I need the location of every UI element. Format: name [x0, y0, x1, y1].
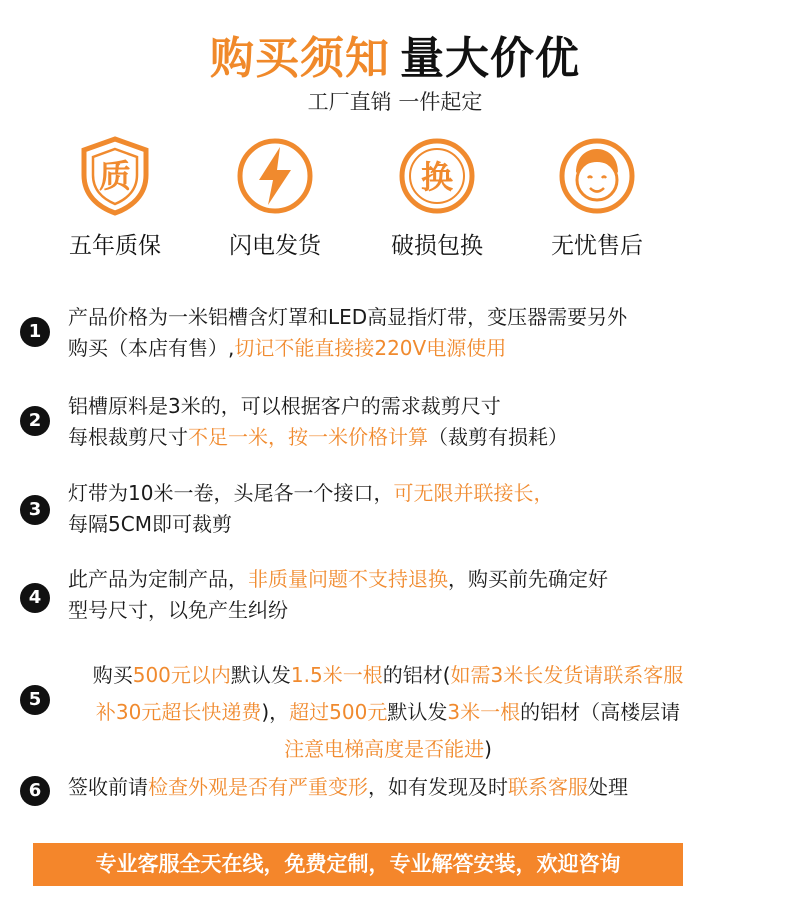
feature-quality: [40, 135, 190, 260]
feature-after-sales: [522, 135, 672, 260]
feature-exchange: [362, 135, 512, 260]
note-line: 购买（本店有售）,切记不能直接接220V电源使用: [68, 336, 507, 360]
feature-fast-shipping: [200, 135, 350, 260]
note-text: [68, 564, 608, 626]
note-line: 签收前请检查外观是否有严重变形，如有发现及时联系客服处理: [68, 775, 628, 799]
feature-label: 无忧售后: [551, 233, 643, 259]
note-text: [68, 391, 568, 453]
note-line: 购买500元以内默认发1.5米一根的铝材(如需3米长发货请联系客服: [92, 663, 684, 687]
number-badge: 3: [20, 495, 50, 525]
number-badge: 1: [20, 317, 50, 347]
lightning-icon: [200, 135, 350, 217]
note-line: 每根裁剪尺寸不足一米，按一米价格计算（裁剪有损耗）: [68, 425, 568, 449]
note-line: 型号尺寸，以免产生纠纷: [68, 598, 288, 622]
note-line: 补30元超长快递费)，超过500元默认发3米一根的铝材（高楼层请: [95, 700, 681, 724]
quality-shield-icon: [40, 135, 190, 217]
feature-label: 五年质保: [69, 233, 161, 259]
note-text: [68, 478, 553, 540]
note-text: [68, 772, 628, 803]
subtitle: 工厂直销 一件起定: [307, 90, 483, 114]
note-line: 此产品为定制产品，非质量问题不支持退换，购买前先确定好: [68, 567, 608, 591]
title-black: 量大价优: [400, 33, 580, 84]
note-line: 每隔5CM即可裁剪: [68, 512, 232, 536]
note-line: 注意电梯高度是否能进): [284, 737, 492, 761]
service-banner: 专业客服全天在线，免费定制，专业解答安装，欢迎咨询: [33, 843, 683, 886]
number-badge: 2: [20, 406, 50, 436]
number-badge: 6: [20, 776, 50, 806]
exchange-glyph: 换: [420, 158, 454, 196]
note-line: 灯带为10米一卷，头尾各一个接口，可无限并联接长，: [68, 481, 554, 505]
note-text: [68, 657, 708, 768]
exchange-icon: [362, 135, 512, 217]
title-orange: 购买须知: [210, 33, 390, 84]
number-badge: 4: [20, 583, 50, 613]
feature-label: 破损包换: [391, 233, 483, 259]
feature-label: 闪电发货: [229, 233, 321, 259]
note-line: 产品价格为一米铝槽含灯罩和LED高显指灯带，变压器需要另外: [68, 305, 628, 329]
note-line: 铝槽原料是3米的，可以根据客户的需求裁剪尺寸: [68, 394, 501, 418]
page-title: [0, 22, 790, 86]
number-badge: 5: [20, 685, 50, 715]
quality-glyph: 质: [98, 157, 132, 195]
note-text: [68, 302, 627, 364]
smiling-face-icon: [522, 135, 672, 217]
